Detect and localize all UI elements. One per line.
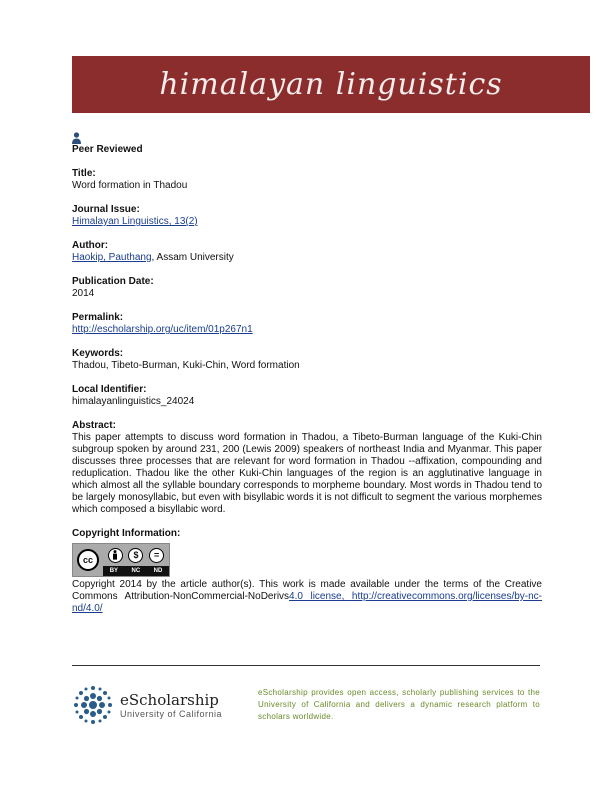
abstract-field <box>72 420 542 516</box>
copyright-text <box>72 579 542 615</box>
journal-banner <box>72 56 590 113</box>
attribution-icon <box>108 548 123 563</box>
permalink-field <box>72 312 542 336</box>
title-field <box>72 168 542 192</box>
cc-icon: cc <box>77 549 99 571</box>
escholarship-dots-icon <box>72 683 114 727</box>
cc-icon-row <box>103 544 169 566</box>
metadata-block <box>72 144 542 627</box>
cc-main-area <box>73 544 103 576</box>
copyright-label: Copyright Information: <box>72 528 181 539</box>
cc-label-by: BY <box>109 568 119 574</box>
author-affiliation: , Assam University <box>151 252 234 263</box>
title-value: Word formation in Thadou <box>72 180 188 191</box>
footer-divider <box>72 665 540 666</box>
journal-field <box>72 204 542 228</box>
escholarship-logo[interactable] <box>72 680 242 730</box>
cc-labels <box>103 566 169 576</box>
keywords-label: Keywords: <box>72 348 124 359</box>
abstract-label: Abstract: <box>72 420 116 431</box>
person-icon <box>72 132 81 144</box>
date-value: 2014 <box>72 288 95 299</box>
copyright-statement: Copyright 2014 by the article author(s). This work is made available under the terms of the Creative Commons Attribution-NonCommercial-NoDerivs <box>72 579 542 602</box>
date-label: Publication Date: <box>72 276 154 287</box>
identifier-label: Local Identifier: <box>72 384 147 395</box>
noncommercial-icon: $ <box>128 548 143 563</box>
author-field <box>72 240 542 264</box>
keywords-value: Thadou, Tibeto-Burman, Kuki-Chin, Word formation <box>72 360 300 371</box>
cc-right-area <box>103 544 169 576</box>
cc-label-nc: NC <box>131 568 141 574</box>
footer-description: eScholarship provides open access, scholarly publishing services to the University of California and delivers a dynamic research platform to scholars worldwide. <box>258 688 540 721</box>
peer-reviewed-label: Peer Reviewed <box>72 144 143 155</box>
cc-license-badge[interactable] <box>72 543 170 577</box>
escholarship-wordmark <box>120 691 222 719</box>
author-value <box>72 252 542 264</box>
permalink-label: Permalink: <box>72 312 124 323</box>
banner-title: himalayan linguistics <box>159 67 503 102</box>
cc-label-nd: ND <box>153 568 163 574</box>
journal-label: Journal Issue: <box>72 204 140 215</box>
escholarship-subtitle: University of California <box>120 709 223 719</box>
permalink-link[interactable]: http://escholarship.org/uc/item/01p267n1 <box>72 324 253 335</box>
escholarship-name: eScholarship <box>120 691 219 709</box>
noderivatives-icon: = <box>149 548 164 563</box>
peer-reviewed-field <box>72 144 542 156</box>
author-label: Author: <box>72 240 109 251</box>
journal-link[interactable]: Himalayan Linguistics, 13(2) <box>72 216 198 227</box>
date-field <box>72 276 542 300</box>
identifier-value: himalayanlinguistics_24024 <box>72 396 195 407</box>
author-link[interactable]: Haokip, Pauthang <box>72 252 152 263</box>
identifier-field <box>72 384 542 408</box>
copyright-field <box>72 528 542 615</box>
license-link[interactable]: 4.0 license, http://creativecommons.org/licenses/by-nc-nd/4.0/ <box>72 591 543 614</box>
title-label: Title: <box>72 168 96 179</box>
keywords-field <box>72 348 542 372</box>
abstract-text: This paper attempts to discuss word formation in Thadou, a Tibeto-Burman language of the Kuki-Chin subgroup spoken by around 231, 200 (Lewis 2009) speakers of northeast India and Myanmar. This paper discusses three processes that are relevant for word formation in Thadou --affixation, compounding and reduplication. Thadou like the other Kuki-Chin languages of the region is an agglutinative language in which almost all the syllable boundary corresponds to morpheme boundary. Most words in Thadou tend to be largely monosyllabic, but even with bisyllabic words it is not difficult to segment the various morphemes which composed a bisyllabic word. <box>72 432 542 515</box>
